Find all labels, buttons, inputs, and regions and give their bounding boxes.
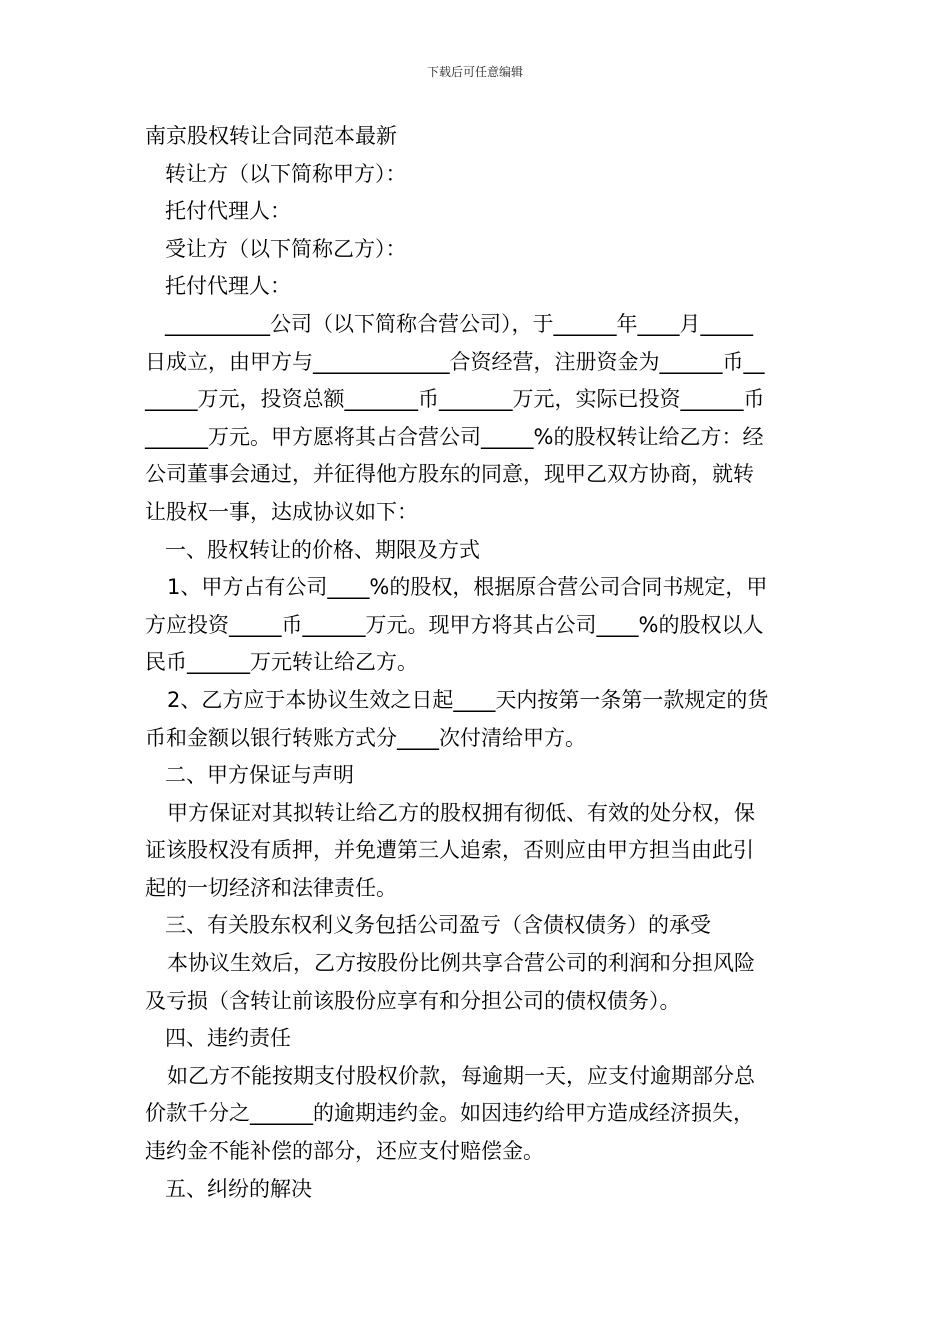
paragraph-line: 价款千分之______的逾期违约金。如因违约给甲方造成经济损失， xyxy=(145,1101,754,1126)
paragraph-line: 公司董事会通过，并征得他方股东的同意，现甲乙双方协商，就转 xyxy=(145,462,754,487)
paragraph-line: 方应投资_____币______万元。现甲方将其占公司____%的股权以人 xyxy=(145,612,764,637)
paragraph-line: 托付代理人： xyxy=(165,274,291,299)
paragraph-line: 起的一切经济和法律责任。 xyxy=(145,875,397,900)
paragraph-line: 2、乙方应于本协议生效之日起____天内按第一条第一款规定的货 xyxy=(167,687,769,712)
paragraph-line: 币和金额以银行转账方式分____次付清给甲方。 xyxy=(145,725,586,750)
paragraph-line: 甲方保证对其拟转让给乙方的股权拥有彻低、有效的处分权，保 xyxy=(167,800,755,825)
paragraph-line: 证该股权没有质押，并免遭第三人追索，否则应由甲方担当由此引 xyxy=(145,838,754,863)
paragraph-line: 及亏损（含转让前该股份应享有和分担公司的债权债务）。 xyxy=(145,988,681,1013)
paragraph-line: 如乙方不能按期支付股权价款，每逾期一天，应支付逾期部分总 xyxy=(167,1063,755,1088)
section-heading: 五、纠纷的解决 xyxy=(165,1176,312,1201)
paragraph-line: 转让方（以下简称甲方）： xyxy=(165,161,407,186)
paragraph-line: 本协议生效后，乙方按股份比例共享合营公司的利润和分担风险 xyxy=(167,951,755,976)
paragraph-line: 民币______万元转让给乙方。 xyxy=(145,650,418,675)
section-heading: 三、有关股东权利义务包括公司盈亏（含债权债务）的承受 xyxy=(165,913,711,938)
section-heading: 四、违约责任 xyxy=(165,1026,291,1051)
paragraph-line: __________公司（以下简称合营公司），于______年____月_____ xyxy=(165,311,753,336)
paragraph-line: 日成立，由甲方与_____________合资经营，注册资金为______币__ xyxy=(145,349,765,374)
paragraph-line: ______万元。甲方愿将其占合营公司_____%的股权转让给乙方：经 xyxy=(145,424,764,449)
document-body xyxy=(145,118,810,1208)
paragraph-line: 让股权一事，达成协议如下： xyxy=(145,499,418,524)
section-heading: 二、甲方保证与声明 xyxy=(165,763,354,788)
document-title: 南京股权转让合同范本最新 xyxy=(145,124,397,148)
paragraph-line: 违约金不能补偿的部分，还应支付赔偿金。 xyxy=(145,1139,544,1164)
paragraph-line: 托付代理人： xyxy=(165,199,291,224)
paragraph-line: 1、甲方占有公司____%的股权，根据原合营公司合同书规定，甲 xyxy=(167,575,768,600)
section-heading: 一、股权转让的价格、期限及方式 xyxy=(165,537,480,562)
page-header: 下载后可任意编辑 xyxy=(426,65,523,79)
paragraph-line: _____万元，投资总额_______币_______万元，实际已投资______币 xyxy=(145,387,765,412)
paragraph-line: 受让方（以下简称乙方）： xyxy=(165,236,407,261)
